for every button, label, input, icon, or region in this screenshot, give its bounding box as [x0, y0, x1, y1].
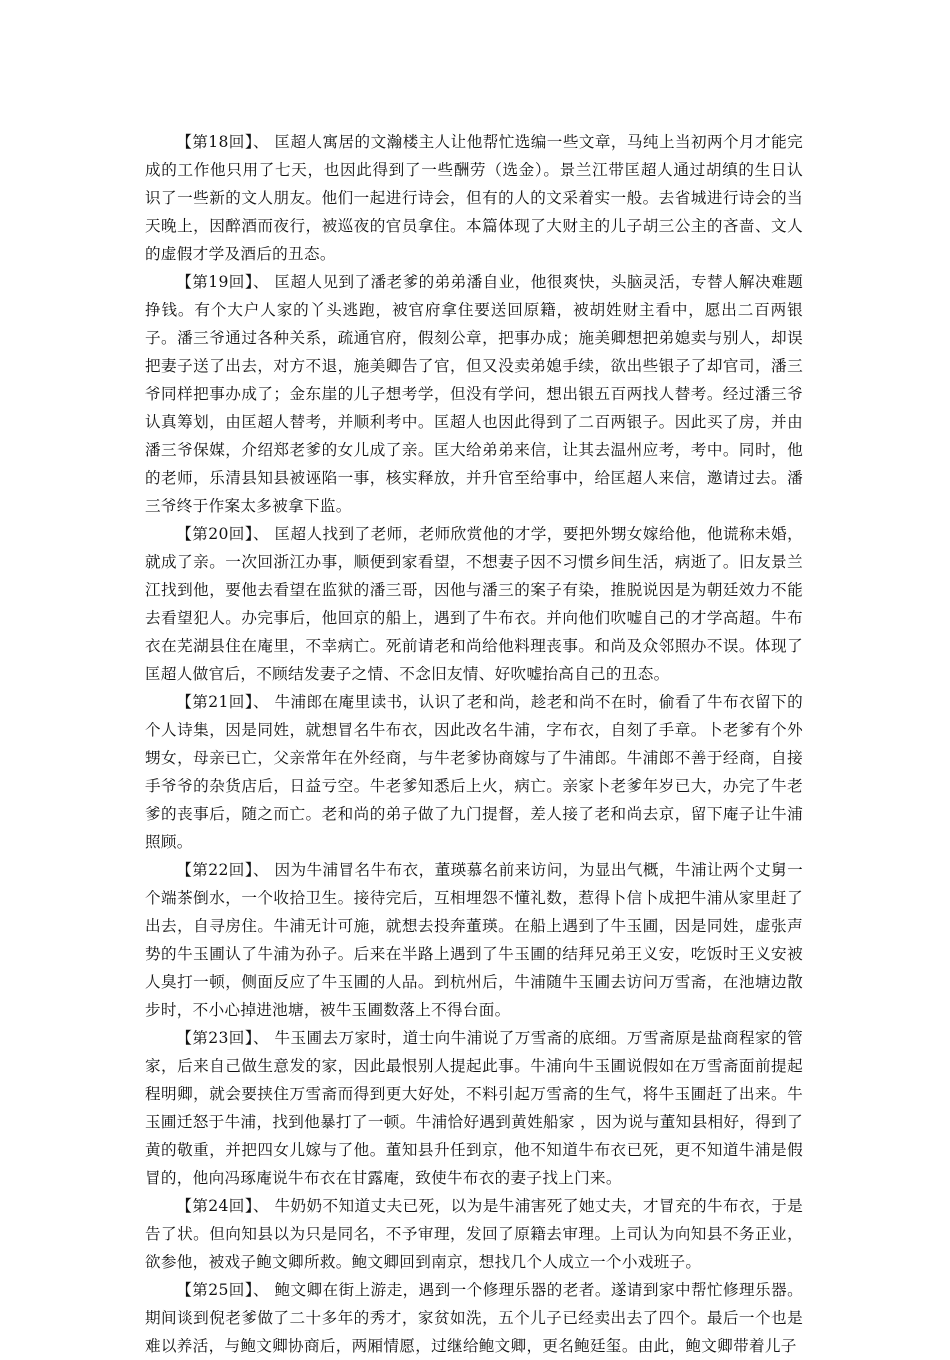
chapter-text: 、 牛浦郎在庵里读书，认识了老和尚，趁老和尚不在时，偷看了牛布衣留下的个人诗集，因是同姓，就想冒名牛布衣，因此改名牛浦，字布衣，自刻了手章。卜老爹有个外甥女，母亲已亡，父亲常年在外经商，与牛老爹协商嫁与了牛浦郎。牛浦郎不善于经商，自接手爷爷的杂货店后，日益亏空。牛老爹知悉后上火，病亡。亲家卜老爹年岁已大，办完了牛老爹的丧事后，随之而亡。老和尚的弟子做了九门提督，差人接了老和尚去京，留下庵子让牛浦照顾。: [145, 693, 803, 851]
chapter-19-summary: [145, 268, 803, 520]
chapter-text: 、 因为牛浦冒名牛布衣，董瑛慕名前来访问，为显出气概，牛浦让两个丈舅一个端茶倒水，一个收拾卫生。接待完后，互相埋怨不懂礼数，惹得卜信卜成把牛浦从家里赶了出去，自寻房住。牛浦无计可施，就想去投奔董瑛。在船上遇到了牛玉圃，因是同姓，虚张声势的牛玉圃认了牛浦为孙子。后来在半路上遇到了牛玉圃的结拜兄弟王义安，吃饭时王义安被人臭打一顿，侧面反应了牛玉圃的人品。到杭州后，牛浦随牛玉圃去访问万雪斋，在池塘边散步时，不小心掉进池塘，被牛玉圃数落上不得台面。: [145, 861, 803, 1019]
chapter-22-summary: [145, 856, 803, 1024]
chapter-text: 、 匡超人见到了潘老爹的弟弟潘自业，他很爽快，头脑灵活，专替人解决难题挣钱。有个大户人家的丫头逃跑，被官府拿住要送回原籍，被胡姓财主看中，愿出二百两银子。潘三爷通过各种关系，疏通官府，假刻公章，把事办成；施美卿想把弟媳卖与别人，却误把妻子送了出去，对方不退，施美卿告了官，但又没卖弟媳手续，欲出些银子了却官司，潘三爷同样把事办成了；金东崖的儿子想考学，但没有学问，想出银五百两找人替考。经过潘三爷认真筹划，由匡超人替考，并顺利考中。匡超人也因此得到了二百两银子。因此买了房，并由潘三爷保媒，介绍郑老爹的女儿成了亲。匡大给弟弟来信，让其去温州应考，考中。同时，他的老师，乐清县知县被诬陷一事，核实释放，并升官至给事中，给匡超人来信，邀请过去。潘三爷终于作案太多被拿下监。: [145, 273, 803, 515]
chapter-24-summary: [145, 1192, 803, 1276]
chapter-25-summary: [145, 1276, 803, 1360]
chapter-label: 【第23回】: [176, 1029, 254, 1047]
chapter-label: 【第18回】: [176, 133, 254, 151]
chapter-18-summary: [145, 128, 803, 268]
chapter-text: 、 鲍文卿在街上游走，遇到一个修理乐器的老者。遂请到家中帮忙修理乐器。期间谈到倪老爹做了二十多年的秀才，家贫如洗，五个儿子已经卖出去了四个。最后一个也是难以养活，与鲍文卿协商后，两厢情愿，过继给鲍文卿，更名鲍廷玺。由此，鲍文卿带着儿子: [145, 1281, 803, 1355]
chapter-20-summary: [145, 520, 803, 688]
chapter-text: 、 匡超人找到了老师，老师欣赏他的才学，要把外甥女嫁给他，他谎称未婚，就成了亲。一次回浙江办事，顺便到家看望，不想妻子因不习惯乡间生活，病逝了。旧友景兰江找到他，要他去看望在监狱的潘三哥，因他与潘三的案子有染，推脱说因是为朝廷效力不能去看望犯人。办完事后，他回京的船上，遇到了牛布衣。并向他们吹嘘自己的才学高超。牛布衣在芜湖县住在庵里，不幸病亡。死前请老和尚给他料理丧事。和尚及众邻照办不误。体现了匡超人做官后，不顾结发妻子之情、不念旧友情、好吹嘘抬高自己的丑态。: [145, 525, 803, 683]
chapter-text: 、 牛奶奶不知道丈夫已死，以为是牛浦害死了她丈夫，才冒充的牛布衣，于是告了状。但向知县以为只是同名，不予审理，发回了原籍去审理。上司认为向知县不务正业，欲参他，被戏子鲍文卿所救。鲍文卿回到南京，想找几个人成立一个小戏班子。: [145, 1197, 803, 1271]
chapter-text: 、 牛玉圃去万家时，道士向牛浦说了万雪斋的底细。万雪斋原是盐商程家的管家，后来自己做生意发的家，因此最恨别人提起此事。牛浦向牛玉圃说假如在万雪斋面前提起程明卿，就会要挟住万雪斋而得到更大好处，不料引起万雪斋的生气，将牛玉圃赶了出来。牛玉圃迁怒于牛浦，找到他暴打了一顿。牛浦恰好遇到黄姓船家 ，因为说与董知县相好，得到了黄的敬重，并把四女儿嫁与了他。董知县升任到京，他不知道牛布衣已死，更不知道牛浦是假冒的，他向冯琢庵说牛布衣在甘露庵，致使牛布衣的妻子找上门来。: [145, 1029, 803, 1187]
chapter-23-summary: [145, 1024, 803, 1192]
chapter-label: 【第20回】: [176, 525, 254, 543]
document-page: [145, 128, 803, 1360]
chapter-label: 【第22回】: [176, 861, 254, 879]
chapter-21-summary: [145, 688, 803, 856]
chapter-label: 【第19回】: [176, 273, 254, 291]
chapter-text: 、 匡超人寓居的文瀚楼主人让他帮忙选编一些文章，马纯上当初两个月才能完成的工作他只用了七天，也因此得到了一些酬劳（选金）。景兰江带匡超人通过胡缜的生日认识了一些新的文人朋友。他们一起进行诗会，但有的人的文采着实一般。去省城进行诗会的当天晚上，因醉酒而夜行，被巡夜的官员拿住。本篇体现了大财主的儿子胡三公主的吝啬、文人的虚假才学及酒后的丑态。: [145, 133, 803, 263]
chapter-label: 【第24回】: [176, 1197, 254, 1215]
chapter-label: 【第21回】: [176, 693, 254, 711]
chapter-label: 【第25回】: [176, 1281, 254, 1299]
